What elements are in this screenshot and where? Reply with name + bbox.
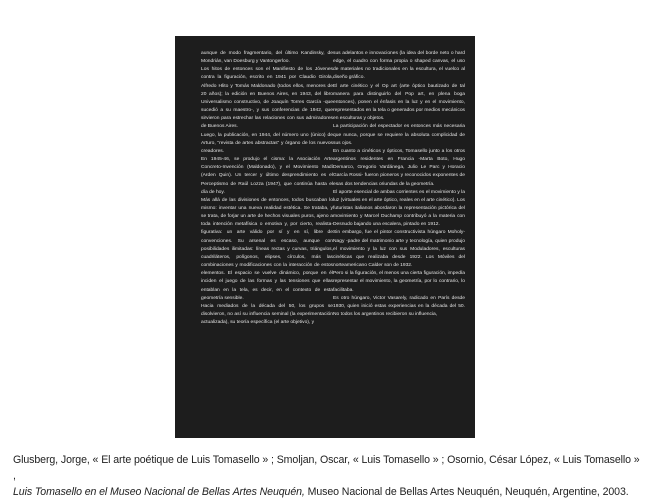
citation-caption xyxy=(13,452,643,500)
right-text-column xyxy=(333,50,465,319)
caption-title: Luis Tomasello en el Museo Nacional de Bellas Artes Neuquén, xyxy=(13,486,305,498)
caption-publisher: Museo Nacional de Bellas Artes Neuquén, Neuquén, Argentine, 2003. xyxy=(304,486,629,498)
paragraph: Más allá de las divisiones de entonces, todos buscaban lo mismo: inventar una nueva realidad estética. Se trataba, y se trata, de forjar un arte de hechos visuales puros, ajeno a toda intención metafísica o emotiva y, por cierto, realista-figurativa: un arte válido por sí y en sí, libre de convenciones. Su arsenal es escaso, aunque con posibilidades ilimitadas: líneas rectas y curvas, triángulos, cuadriláteros, polígonos, elipses, círculos, más las combinaciones y modificaciones con la interacción de estos elementos. El espacio se vuelve dinámico, porque en él inciden el juego de las formas y las tensiones que ellas entablan en la tela, es decir, en el contexto de esta geometría sensible. xyxy=(201,197,333,301)
paragraph: Hacia mediados de la década del 50, los grupos se disolvieron, no así su influencia seminal (la experimentación actualizada), su teoría específica (el arte objetivo), y xyxy=(201,303,333,326)
paragraph: Es otro húngaro, Victor Vasarely, radicado en París desde 1930, quien inició estas experiencias en la década del 50. No todos los argentinos recibieron su influencia, xyxy=(333,295,465,317)
paragraph: En 1945-46, se produjo el cisma: la Asociación Arte Concreto-Invención (Maldonado), y el Movimiento Madí (Arden Quin). Un tercer y último desprendimiento es el Perceptismo de Raúl Lozza (1947), que continúa hasta el día de hoy. xyxy=(201,157,333,195)
left-text-column xyxy=(201,50,333,327)
caption-line-2 xyxy=(13,484,643,500)
paragraph: Luego, la publicación, en 1944, del número uno (único) de Arturo, "revista de artes abstractas" y órgano de los nuevos creadores. xyxy=(201,132,333,154)
paragraph: En cuanto a cinéticos y ópticos, Tomasello junto a los otros argentinos residentes en Francia -Marta Boto, Hugo Demarco, Gregorio Vardánega, Julio Le Parc y Horacio García Rossi- fueron pioneros y reconocidos exponentes de esas dos tendencias oriundas de la geometría. xyxy=(333,148,465,187)
paragraph: Los hitos de entonces son el Manifiesto de los Jóvenes contra la figuración, escrito en 1941 por Claudio Girola, Alfredo Hlito y Tomás Maldonado (todos ellos, menores de 20 años); la edición en Buenos Aires, en 1943, del libro Universalismo constructivo, de Joaquín Torres García -que sucedió a su maestro-, y sus conferencias de 1942, que sirvieron para estrechar las relaciones con sus admiradores de Buenos Aires. xyxy=(201,67,333,130)
paragraph: La participación del espectador es entonces más necesaria que nunca, porque se requiere la absoluta complicidad de sus ojos. xyxy=(333,124,465,146)
paragraph: Pero si la figuración, el menos una cierta figuración, impedía representar el movimiento, la geometría, por lo contrario, lo facilitaba. xyxy=(333,271,465,293)
scanned-page xyxy=(175,36,475,438)
paragraph: sus adelantos e innovaciones (la idea del borde neto o hard edge, el cuadro con forma propia o shaped canvas, el uso de materiales no tradicionales en la escultura, el vuelco al diseño gráfico. xyxy=(333,51,465,81)
paragraph: aunque de modo fragmentario, del último Kandinsky, de Mondrián, van Doesburg y Vantongerloo. xyxy=(201,51,333,65)
paragraph: Sin embargo, fue el pintor constructivista húngaro Moholy-Nagy -padre del matrimonio arte y tecnología, quien produjo el movimiento y la luz con sus Moduladores, esculturas cinéticas que realizaba desde 1922. Los Móviles del norteamericano Calder son de 1932. xyxy=(333,230,465,269)
paragraph: El arte cinético y el Op art (arte óptico bautizado de tal manera para distinguirlo del Pop art, en plena boga entonces), ponen el énfasis en la luz y en el movimiento, representados en la tela o generados por medios mecánicos en esculturas y objetos. xyxy=(333,83,465,122)
paragraph: El aporte esencial de ambas corrientes es el movimiento y la luz (virtuales en el arte óptico, reales en el arte cinético). Los futuristas italianos abordaron la representación pictórica del movimiento y Marcel Duchamp contribuyó a la materia con Desnudo bajando una escalera, pintado en 1912. xyxy=(333,189,465,228)
caption-line-1: Glusberg, Jorge, « El arte poétique de Luis Tomasello » ; Smoljan, Oscar, « Luis Tomasello » ; Osornio, César López, « Luis Tomasello » , xyxy=(13,454,640,482)
